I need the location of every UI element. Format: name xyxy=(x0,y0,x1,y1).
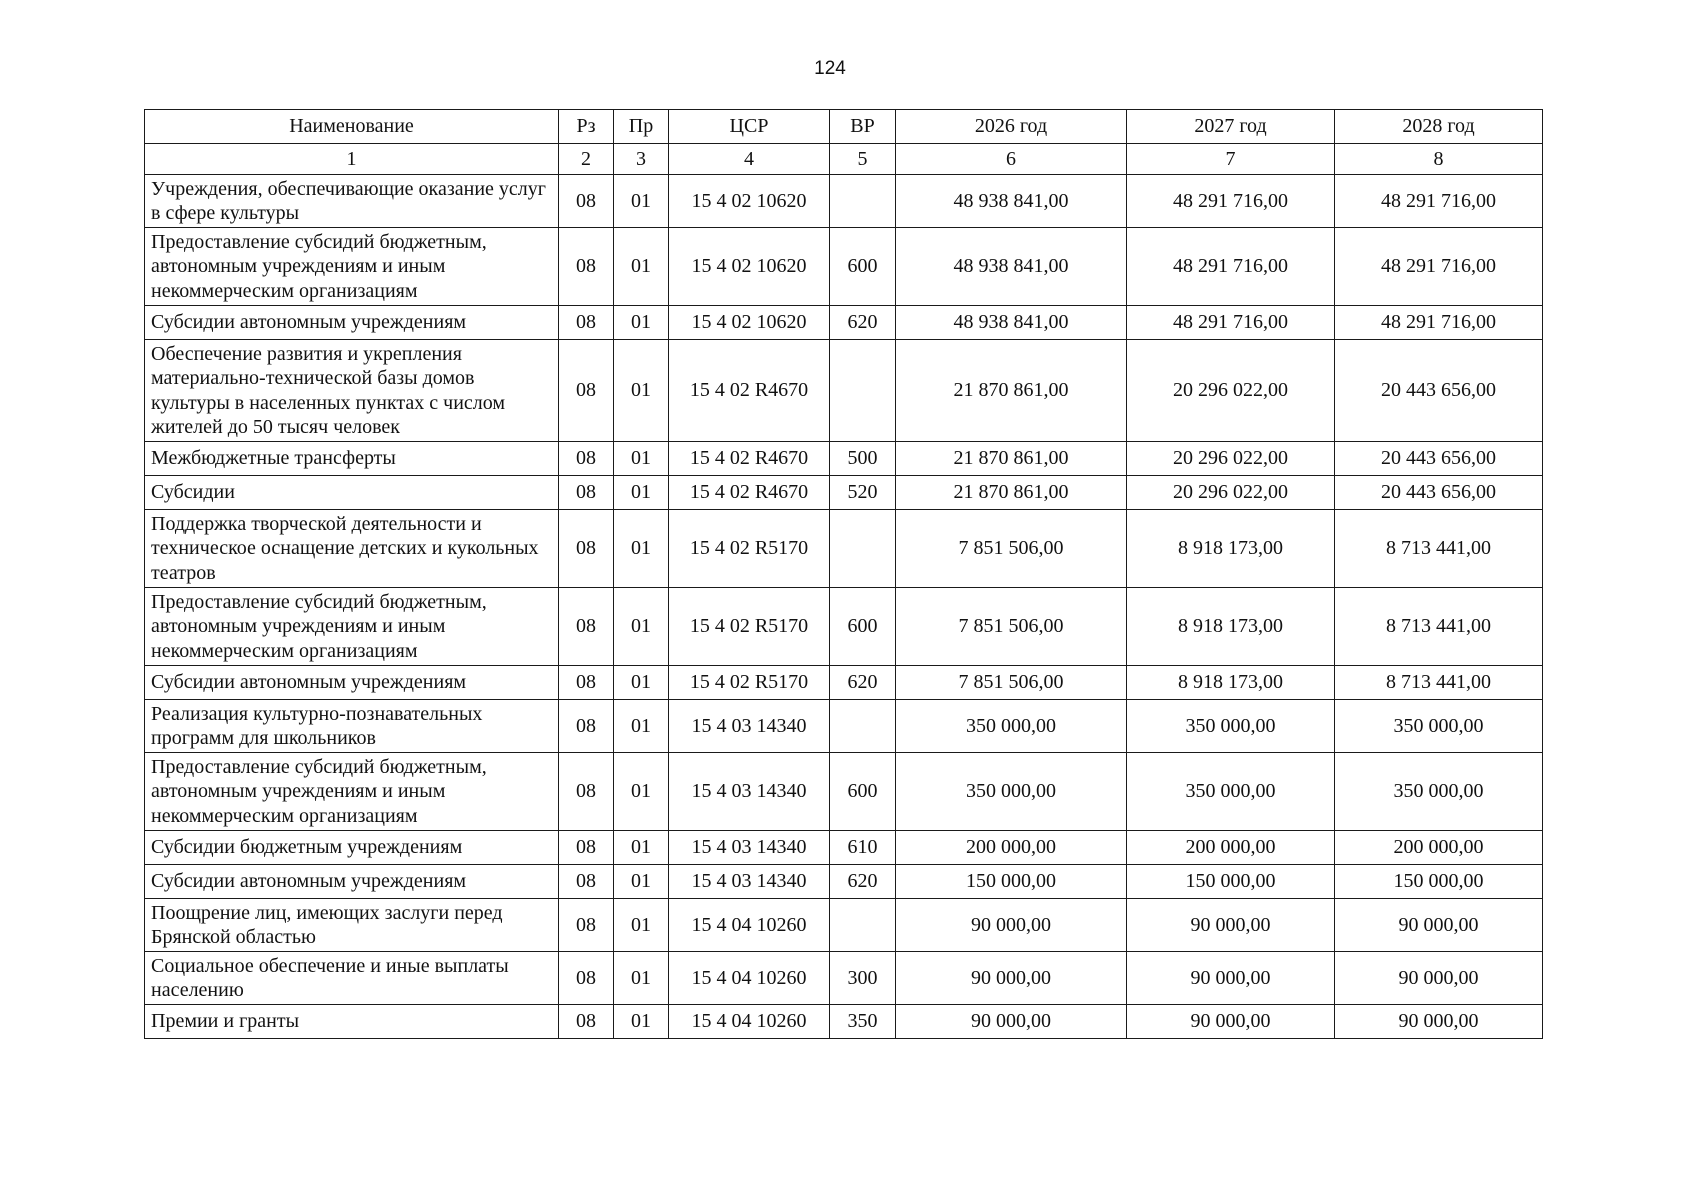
row-pr: 01 xyxy=(614,340,669,442)
row-rz: 08 xyxy=(559,340,614,442)
header-2027: 2027 год xyxy=(1127,110,1335,144)
row-pr: 01 xyxy=(614,588,669,666)
row-name: Субсидии xyxy=(145,476,559,510)
row-csr: 15 4 02 R5170 xyxy=(669,510,830,588)
row-vr xyxy=(830,340,896,442)
table-row xyxy=(145,476,1543,510)
row-2028: 90 000,00 xyxy=(1335,899,1543,952)
row-name: Межбюджетные трансферты xyxy=(145,442,559,476)
column-number: 8 xyxy=(1335,144,1543,175)
row-rz: 08 xyxy=(559,700,614,753)
row-csr: 15 4 02 R5170 xyxy=(669,588,830,666)
column-number: 6 xyxy=(896,144,1127,175)
row-name: Поощрение лиц, имеющих заслуги перед Брянской областью xyxy=(145,899,559,952)
row-rz: 08 xyxy=(559,228,614,306)
row-rz: 08 xyxy=(559,476,614,510)
row-vr: 610 xyxy=(830,831,896,865)
row-2027: 8 918 173,00 xyxy=(1127,666,1335,700)
row-rz: 08 xyxy=(559,666,614,700)
page-number: 124 xyxy=(814,58,846,79)
row-2026: 48 938 841,00 xyxy=(896,306,1127,340)
row-csr: 15 4 03 14340 xyxy=(669,753,830,831)
row-name: Поддержка творческой деятельности и техническое оснащение детских и кукольных театров xyxy=(145,510,559,588)
row-2027: 48 291 716,00 xyxy=(1127,306,1335,340)
row-2026: 200 000,00 xyxy=(896,831,1127,865)
table-row xyxy=(145,588,1543,666)
table-row xyxy=(145,228,1543,306)
column-number: 1 xyxy=(145,144,559,175)
row-name: Субсидии бюджетным учреждениям xyxy=(145,831,559,865)
table-row xyxy=(145,175,1543,228)
row-vr: 600 xyxy=(830,753,896,831)
row-2028: 20 443 656,00 xyxy=(1335,340,1543,442)
header-2026: 2026 год xyxy=(896,110,1127,144)
row-vr: 620 xyxy=(830,666,896,700)
header-rz: Рз xyxy=(559,110,614,144)
row-2026: 48 938 841,00 xyxy=(896,175,1127,228)
row-vr: 620 xyxy=(830,306,896,340)
row-vr xyxy=(830,510,896,588)
row-rz: 08 xyxy=(559,952,614,1005)
row-csr: 15 4 02 10620 xyxy=(669,228,830,306)
row-2027: 90 000,00 xyxy=(1127,899,1335,952)
row-2028: 8 713 441,00 xyxy=(1335,588,1543,666)
row-pr: 01 xyxy=(614,865,669,899)
table-row xyxy=(145,865,1543,899)
column-number: 2 xyxy=(559,144,614,175)
row-csr: 15 4 04 10260 xyxy=(669,1005,830,1039)
row-2027: 48 291 716,00 xyxy=(1127,175,1335,228)
row-pr: 01 xyxy=(614,1005,669,1039)
row-vr: 500 xyxy=(830,442,896,476)
row-csr: 15 4 03 14340 xyxy=(669,865,830,899)
header-pr: Пр xyxy=(614,110,669,144)
row-rz: 08 xyxy=(559,831,614,865)
row-name: Реализация культурно-познавательных программ для школьников xyxy=(145,700,559,753)
column-number: 7 xyxy=(1127,144,1335,175)
table-row xyxy=(145,340,1543,442)
row-2026: 21 870 861,00 xyxy=(896,476,1127,510)
row-csr: 15 4 02 R4670 xyxy=(669,442,830,476)
row-2027: 48 291 716,00 xyxy=(1127,228,1335,306)
row-vr: 350 xyxy=(830,1005,896,1039)
table-row xyxy=(145,1005,1543,1039)
row-2027: 20 296 022,00 xyxy=(1127,476,1335,510)
row-2026: 7 851 506,00 xyxy=(896,588,1127,666)
budget-table xyxy=(144,109,1543,1039)
row-pr: 01 xyxy=(614,753,669,831)
row-rz: 08 xyxy=(559,306,614,340)
header-vr: ВР xyxy=(830,110,896,144)
row-name: Субсидии автономным учреждениям xyxy=(145,306,559,340)
row-2026: 90 000,00 xyxy=(896,1005,1127,1039)
row-pr: 01 xyxy=(614,476,669,510)
header-2028: 2028 год xyxy=(1335,110,1543,144)
row-2026: 350 000,00 xyxy=(896,753,1127,831)
row-2028: 150 000,00 xyxy=(1335,865,1543,899)
row-2027: 8 918 173,00 xyxy=(1127,510,1335,588)
row-2026: 90 000,00 xyxy=(896,899,1127,952)
row-name: Предоставление субсидий бюджетным, автономным учреждениям и иным некоммерческим организациям xyxy=(145,753,559,831)
row-2028: 48 291 716,00 xyxy=(1335,228,1543,306)
row-pr: 01 xyxy=(614,666,669,700)
table-row xyxy=(145,753,1543,831)
row-pr: 01 xyxy=(614,442,669,476)
row-name: Обеспечение развития и укрепления материально-технической базы домов культуры в населенных пунктах с числом жителей до 50 тысяч человек xyxy=(145,340,559,442)
row-2028: 8 713 441,00 xyxy=(1335,510,1543,588)
column-number: 4 xyxy=(669,144,830,175)
row-vr: 300 xyxy=(830,952,896,1005)
row-2026: 48 938 841,00 xyxy=(896,228,1127,306)
row-rz: 08 xyxy=(559,865,614,899)
row-2026: 7 851 506,00 xyxy=(896,510,1127,588)
row-rz: 08 xyxy=(559,588,614,666)
row-rz: 08 xyxy=(559,753,614,831)
row-csr: 15 4 03 14340 xyxy=(669,700,830,753)
row-pr: 01 xyxy=(614,700,669,753)
row-pr: 01 xyxy=(614,899,669,952)
table-row xyxy=(145,306,1543,340)
header-name: Наименование xyxy=(145,110,559,144)
row-rz: 08 xyxy=(559,899,614,952)
row-rz: 08 xyxy=(559,510,614,588)
row-2028: 90 000,00 xyxy=(1335,952,1543,1005)
header-csr: ЦСР xyxy=(669,110,830,144)
row-2027: 150 000,00 xyxy=(1127,865,1335,899)
row-name: Субсидии автономным учреждениям xyxy=(145,865,559,899)
row-vr: 520 xyxy=(830,476,896,510)
row-2028: 90 000,00 xyxy=(1335,1005,1543,1039)
row-2028: 8 713 441,00 xyxy=(1335,666,1543,700)
row-2028: 350 000,00 xyxy=(1335,753,1543,831)
header-row xyxy=(145,110,1543,144)
row-name: Премии и гранты xyxy=(145,1005,559,1039)
row-pr: 01 xyxy=(614,510,669,588)
column-number: 3 xyxy=(614,144,669,175)
row-2026: 21 870 861,00 xyxy=(896,340,1127,442)
row-csr: 15 4 03 14340 xyxy=(669,831,830,865)
row-csr: 15 4 04 10260 xyxy=(669,952,830,1005)
row-2026: 21 870 861,00 xyxy=(896,442,1127,476)
row-csr: 15 4 04 10260 xyxy=(669,899,830,952)
row-rz: 08 xyxy=(559,175,614,228)
table-row xyxy=(145,899,1543,952)
row-csr: 15 4 02 10620 xyxy=(669,175,830,228)
row-2026: 90 000,00 xyxy=(896,952,1127,1005)
row-name: Предоставление субсидий бюджетным, автономным учреждениям и иным некоммерческим организациям xyxy=(145,588,559,666)
table-row xyxy=(145,666,1543,700)
row-vr xyxy=(830,899,896,952)
table-row xyxy=(145,700,1543,753)
table-row xyxy=(145,952,1543,1005)
table-row xyxy=(145,442,1543,476)
column-number-row xyxy=(145,144,1543,175)
row-2027: 200 000,00 xyxy=(1127,831,1335,865)
row-csr: 15 4 02 10620 xyxy=(669,306,830,340)
row-name: Предоставление субсидий бюджетным, автономным учреждениям и иным некоммерческим организациям xyxy=(145,228,559,306)
table-row xyxy=(145,831,1543,865)
row-vr: 620 xyxy=(830,865,896,899)
row-name: Социальное обеспечение и иные выплаты населению xyxy=(145,952,559,1005)
row-2028: 350 000,00 xyxy=(1335,700,1543,753)
row-name: Субсидии автономным учреждениям xyxy=(145,666,559,700)
row-vr xyxy=(830,700,896,753)
row-2028: 48 291 716,00 xyxy=(1335,175,1543,228)
row-2026: 150 000,00 xyxy=(896,865,1127,899)
row-2027: 20 296 022,00 xyxy=(1127,442,1335,476)
row-rz: 08 xyxy=(559,1005,614,1039)
row-2028: 48 291 716,00 xyxy=(1335,306,1543,340)
row-2027: 20 296 022,00 xyxy=(1127,340,1335,442)
row-2027: 350 000,00 xyxy=(1127,700,1335,753)
row-2028: 200 000,00 xyxy=(1335,831,1543,865)
row-csr: 15 4 02 R4670 xyxy=(669,476,830,510)
row-2027: 90 000,00 xyxy=(1127,1005,1335,1039)
row-vr: 600 xyxy=(830,228,896,306)
row-pr: 01 xyxy=(614,952,669,1005)
row-csr: 15 4 02 R5170 xyxy=(669,666,830,700)
column-number: 5 xyxy=(830,144,896,175)
row-csr: 15 4 02 R4670 xyxy=(669,340,830,442)
row-2028: 20 443 656,00 xyxy=(1335,442,1543,476)
row-pr: 01 xyxy=(614,228,669,306)
row-2027: 90 000,00 xyxy=(1127,952,1335,1005)
row-2027: 8 918 173,00 xyxy=(1127,588,1335,666)
row-vr: 600 xyxy=(830,588,896,666)
row-vr xyxy=(830,175,896,228)
table-row xyxy=(145,510,1543,588)
row-pr: 01 xyxy=(614,175,669,228)
row-name: Учреждения, обеспечивающие оказание услуг в сфере культуры xyxy=(145,175,559,228)
row-rz: 08 xyxy=(559,442,614,476)
row-2026: 7 851 506,00 xyxy=(896,666,1127,700)
row-2027: 350 000,00 xyxy=(1127,753,1335,831)
row-pr: 01 xyxy=(614,306,669,340)
row-2028: 20 443 656,00 xyxy=(1335,476,1543,510)
row-pr: 01 xyxy=(614,831,669,865)
row-2026: 350 000,00 xyxy=(896,700,1127,753)
